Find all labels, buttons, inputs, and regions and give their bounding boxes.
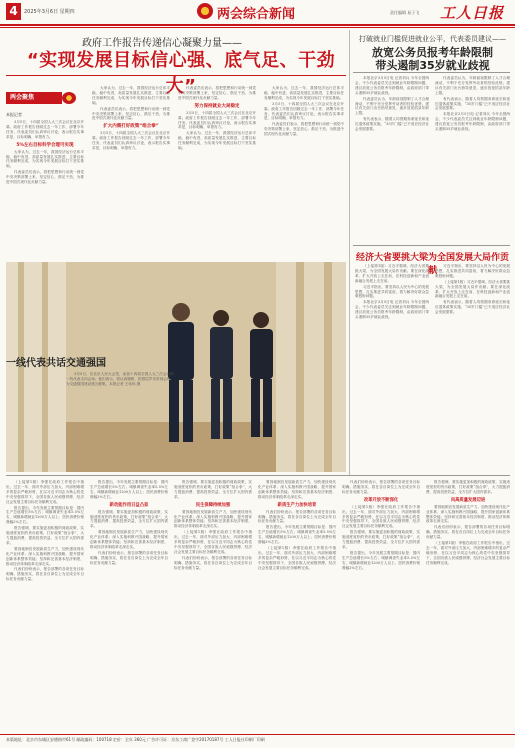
paragraph: 3月5日，十四届全国人大三次会议在北京开幕。政府工作报告回顾过去一年工作，部署今年任务，代表委员们认真审议讨论，表示报告实事求是、目标明确、举措有力。 [92,131,170,151]
right-kicker: 打破就业门槛促进就业公平，代表委员建议—— [359,35,506,43]
footer-rule [0,734,515,735]
lead-body-col3 [178,86,256,258]
paragraph: 代表委员们表示，将把思想和行动统一到党中央决策部署上来，坚定信心、鼓足干劲，为推进中国式现代化贡献力量。 [264,122,344,137]
paper-logo: 工人日报 [440,4,505,22]
page-number: 4 [6,3,21,20]
paragraph: （上接第1版）李强在政府工作报告中指出，过去一年，面对外部压力加大、内部困难增多的复杂严峻形势，在以习近平同志为核心的党中央坚强领导下，全国各族人民顽强拼搏，经济社会发展主要目标任务顺利完成。 [6,480,84,504]
paragraph: 本报北京3月5日电 记者刘兵 今年全国两会，不少代表委员关注到就业年龄限制问题，建议放宽公务员报考年龄限制，由政府部门带头遏制35岁就业歧视。 [355,76,429,95]
right-rule [353,72,510,73]
right-body-col2 [435,76,510,242]
editor-line: 责任编辑 易子飞 [390,10,420,15]
subhead: 努力保持就业大局稳定 [194,103,240,109]
story2-body-col2 [435,264,510,472]
section-title: 两会综合新闻 [217,7,296,22]
paragraph: 代表们纷纷表示，报告部署的各项任务目标明确、措施务实，将在各自岗位上为完成全年目标任务贡献力量。 [174,555,252,570]
bottom-rule [6,475,510,476]
paragraph: 有代表表示，随着人均预期寿命延长和延迟退休政策实施，“35岁门槛”已不适应经济社会发展需要。 [435,96,510,111]
paragraph: 代表们纷纷表示，报告部署的各项任务目标明确、措施务实，将在各自岗位上为完成全年目标任务贡献力量。 [342,480,420,494]
paragraph: 报告强调，要实施更加积极的财政政策，实施适度宽松的货币政策，打好政策“组合拳”，大力提振消费、提高投资效益，全方位扩大国内需求。 [174,480,252,499]
paragraph: 大家认为，过去一年，我国经济运行总体平稳、稳中有进，高质量发展扎实推进，主要目标任务顺利完成，为实现今年发展目标打下坚实基础。 [6,149,84,169]
paragraph: （上接第1版）习近平强调，经济大省要挑大梁，为全国发展大局作贡献。要在深化改革、扩大开放上走在前，在科技创新和产业创新融合发展上走在前。 [435,279,510,299]
column-divider [349,30,350,475]
paragraph: 报告提出，今年发展主要预期目标是：国内生产总值增长5%左右；城镇调查失业率5.5%左右，城镇新增就业1200万人以上；居民消费价格涨幅2%左右。 [258,525,336,545]
paragraph: 3月5日，十四届全国人大三次会议在北京开幕。政府工作报告回顾过去一年工作，部署今年任务，代表委员们认真审议讨论，表示报告实事求是、目标明确、举措有力。 [264,101,344,121]
paragraph: 代表委员们表示，将把思想和行动统一到党中央决策部署上来，坚定信心、鼓足干劲，为推进中国式现代化贡献力量。 [92,106,170,121]
paragraph: 要因地制宜发展新质生产力，加快建设现代化产业体系；深入实施科教兴国战略，提升国家创新体系整体效能；坚持和完善基本经济制度，推动经济体制改革走深走实。 [6,546,84,566]
right-headline-line1[interactable]: 放宽公务员报考年龄限制 [372,46,493,59]
subhead: 改革开放不断深化 [363,497,399,503]
paragraph: 代表委员认为，年龄歧视限制了人才合理流动，不利于充分发挥劳动者的经验优势。建议有关部门出台指导意见，逐步放宽招录年龄上限。 [355,96,429,116]
subhead: 新动能作用日益凸显 [109,502,149,508]
paragraph: 代表们纷纷表示，报告部署的各项任务目标明确、措施务实，将在各自岗位上为完成全年目标任务贡献力量。 [426,525,510,540]
right-story-rule [353,245,510,246]
paragraph: 习近平指出，要坚持以人民为中心的发展思想，扎实推进共同富裕，着力解决好群众急难愁盼问题。 [355,284,429,299]
paragraph: 代表们纷纷表示，报告部署的各项任务目标明确、措施务实，将在各自岗位上为完成全年目标任务贡献力量。 [90,550,168,565]
lead-body-col1 [6,120,84,258]
story2-body-col1 [355,264,429,472]
masthead-rule [0,24,515,26]
paragraph: （上接第1版）李强在政府工作报告中指出，过去一年，面对外部压力加大、内部困难增多的复杂严峻形势，在以习近平同志为核心的党中央坚强领导下，全国各族人民顽强拼搏，经济社会发展主要目标任务顺利完成。 [342,504,420,529]
byline: 本报记者 [6,112,22,117]
paragraph: 习近平指出，要坚持以人民为中心的发展思想，扎实推进共同富裕，着力解决好群众急难愁盼问题。 [435,264,510,278]
lead-kicker: 政府工作报告传递信心凝聚力量—— [82,38,242,49]
story2-headline[interactable]: 经济大省要挑大梁为全国发展大局作贡献 [355,253,509,276]
footer-imprint: 本版地址：北京市东城区安德路甲61号 邮政编码：100718 定价：全年 360元 广告许可证：京东工商广登字20170187号 工人日报社印刷厂印刷 [6,737,265,742]
right-body-col1 [355,76,429,242]
paragraph: 报告强调，要实施更加积极的财政政策，实施适度宽松的货币政策，打好政策“组合拳”，大力提振消费、提高投资效益，全方位扩大国内需求。 [6,526,84,545]
paragraph: 代表委员们表示，将把思想和行动统一到党中央决策部署上来，坚定信心、鼓足干劲，为推进中国式现代化贡献力量。 [6,170,84,185]
paragraph: 有代表表示，随着人均预期寿命延长和延迟退休政策实施，“35岁门槛”已不适应经济社会发展需要。 [355,117,429,132]
bottom-col2 [90,480,168,730]
right-headline-line2[interactable]: 带头遏制35岁就业歧视 [375,59,490,72]
paragraph: （上接第1版）李强在政府工作报告中指出，过去一年，面对外部压力加大、内部困难增多的复杂严峻形势，在以习近平同志为核心的党中央坚强领导下，全国各族人民顽强拼搏，经济社会发展主要目标任务顺利完成。 [174,530,252,554]
paragraph: 代表们纷纷表示，报告部署的各项任务目标明确、措施务实，将在各自岗位上为完成全年目标任务贡献力量。 [258,509,336,524]
paragraph: （上接第1版）李强在政府工作报告中指出，过去一年，面对外部压力加大、内部困难增多的复杂严峻形势，在以习近平同志为核心的党中央坚强领导下，全国各族人民顽强拼搏，经济社会发展主要目标任务顺利完成。 [258,545,336,570]
paragraph: 要因地制宜发展新质生产力，加快建设现代化产业体系；深入实施科教兴国战略，提升国家创新体系整体效能；坚持和完善基本经济制度，推动经济体制改革走深走实。 [426,504,510,524]
paragraph: 代表们纷纷表示，报告部署的各项任务目标明确、措施务实，将在各自岗位上为完成全年目标任务贡献力量。 [6,567,84,582]
paragraph: 代表委员认为，年龄歧视限制了人才合理流动，不利于充分发挥劳动者的经验优势。建议有关部门出台指导意见，逐步放宽招录年龄上限。 [435,76,510,95]
paragraph: 要因地制宜发展新质生产力，加快建设现代化产业体系；深入实施科教兴国战略，提升国家创新体系整体效能；坚持和完善基本经济制度，推动经济体制改革走深走实。 [174,509,252,529]
date-line: 2025年3月6日 星期四 [24,9,75,15]
bottom-col1 [6,480,84,730]
emblem-icon [197,3,213,19]
subhead: 5%左右目标科学合理可实现 [16,142,74,148]
photo-caption [66,372,174,458]
emblem-icon [62,92,76,104]
bottom-col4 [258,480,336,730]
paragraph: 报告提出，今年发展主要预期目标是：国内生产总值增长5%左右；城镇调查失业率5.5%左右，城镇新增就业1200万人以上；居民消费价格涨幅2%左右。 [6,505,84,525]
paragraph: 有代表表示，随着人均预期寿命延长和延迟退休政策实施，“35岁门槛”已不适应经济社会发展需要。 [435,300,510,315]
lead-rule [6,75,346,76]
bottom-col3 [174,480,252,730]
masthead-rule-thin [0,27,515,28]
paragraph: 报告强调，要实施更加积极的财政政策，实施适度宽松的货币政策，打好政策“组合拳”，大力提振消费、提高投资效益，全方位扩大国内需求。 [426,480,510,494]
lead-body-col2 [92,86,170,258]
paragraph: 大家认为，过去一年，我国经济运行总体平稳、稳中有进，高质量发展扎实推进，主要目标任务顺利完成，为实现今年发展目标打下坚实基础。 [178,131,256,151]
paragraph: 3月5日，十四届全国人大三次会议在北京开幕。政府工作报告回顾过去一年工作，部署今年任务，代表委员们认真审议讨论，表示报告实事求是、目标明确、举措有力。 [178,110,256,130]
subhead: 民生保障持续加强 [195,502,231,508]
lead-headline[interactable]: “实现发展目标信心强、底气足、干劲大” [26,50,336,97]
paragraph: 大家认为，过去一年，我国经济运行总体平稳、稳中有进，高质量发展扎实推进，主要目标任务顺利完成，为实现今年发展目标打下坚实基础。 [264,86,344,100]
caption-paragraph: 3月5日，在北京人民大会堂，参加十四届全国人大三次会议的一线代表走向会场。他们表示，将认真履职，把基层声音带到会场，为交通强国建设建言献策。本报记者 王伟伟 摄 [66,372,174,386]
paragraph: 报告强调，要实施更加积极的财政政策，实施适度宽松的货币政策，打好政策“组合拳”，大力提振消费、提高投资效益，全方位扩大国内需求。 [90,509,168,529]
paragraph: （上接第1版）李强在政府工作报告中指出，过去一年，面对外部压力加大、内部困难增多的复杂严峻形势，在以习近平同志为核心的党中央坚强领导下，全国各族人民顽强拼搏，经济社会发展主要目标任务顺利完成。 [426,541,510,565]
subhead: 扩大内需打好政策“组合拳” [103,124,159,130]
paragraph: （上接第1版）习近平强调，经济大省要挑大梁，为全国发展大局作贡献。要在深化改革、扩大开放上走在前，在科技创新和产业创新融合发展上走在前。 [355,264,429,283]
column-badge: 两会聚焦 [6,92,62,104]
paragraph: 3月5日，十四届全国人大三次会议在北京开幕。政府工作报告回顾过去一年工作，部署今年任务，代表委员们认真审议讨论，表示报告实事求是、目标明确、举措有力。 [6,120,84,139]
paragraph: 报告提出，今年发展主要预期目标是：国内生产总值增长5%左右；城镇调查失业率5.5%左右，城镇新增就业1200万人以上；居民消费价格涨幅2%左右。 [90,480,168,499]
paragraph: 报告提出，今年发展主要预期目标是：国内生产总值增长5%左右；城镇调查失业率5.5%左右，城镇新增就业1200万人以上；居民消费价格涨幅2%左右。 [342,550,420,570]
bottom-col5 [342,480,420,730]
lead-body-col4 [264,86,344,258]
paragraph: 报告强调，要实施更加积极的财政政策，实施适度宽松的货币政策，打好政策“组合拳”，大力提振消费、提高投资效益，全方位扩大国内需求。 [342,530,420,549]
paragraph: 要因地制宜发展新质生产力，加快建设现代化产业体系；深入实施科教兴国战略，提升国家创新体系整体效能；坚持和完善基本经济制度，推动经济体制改革走深走实。 [90,530,168,549]
photo-caption-title: 一线代表共话交通强国 [6,358,106,369]
bottom-col6 [426,480,510,730]
subhead: 向高质量发展迈进 [450,497,486,503]
paragraph: 大家认为，过去一年，我国经济运行总体平稳、稳中有进，高质量发展扎实推进，主要目标任务顺利完成，为实现今年发展目标打下坚实基础。 [92,86,170,105]
paragraph: 本报北京3月5日电 记者刘兵 今年全国两会，不少代表委员关注到就业年龄限制问题，建议放宽公务员报考年龄限制，由政府部门带头遏制35岁就业歧视。 [355,300,429,320]
paragraph: 代表委员们表示，将把思想和行动统一到党中央决策部署上来，坚定信心、鼓足干劲，为推进中国式现代化贡献力量。 [178,86,256,100]
subhead: 新质生产力加快培育 [277,502,317,508]
paragraph: 要因地制宜发展新质生产力，加快建设现代化产业体系；深入实施科教兴国战略，提升国家创新体系整体效能；坚持和完善基本经济制度，推动经济体制改革走深走实。 [258,480,336,499]
paragraph: 本报北京3月5日电 记者刘兵 今年全国两会，不少代表委员关注到就业年龄限制问题，建议放宽公务员报考年龄限制，由政府部门带头遏制35岁就业歧视。 [435,112,510,132]
